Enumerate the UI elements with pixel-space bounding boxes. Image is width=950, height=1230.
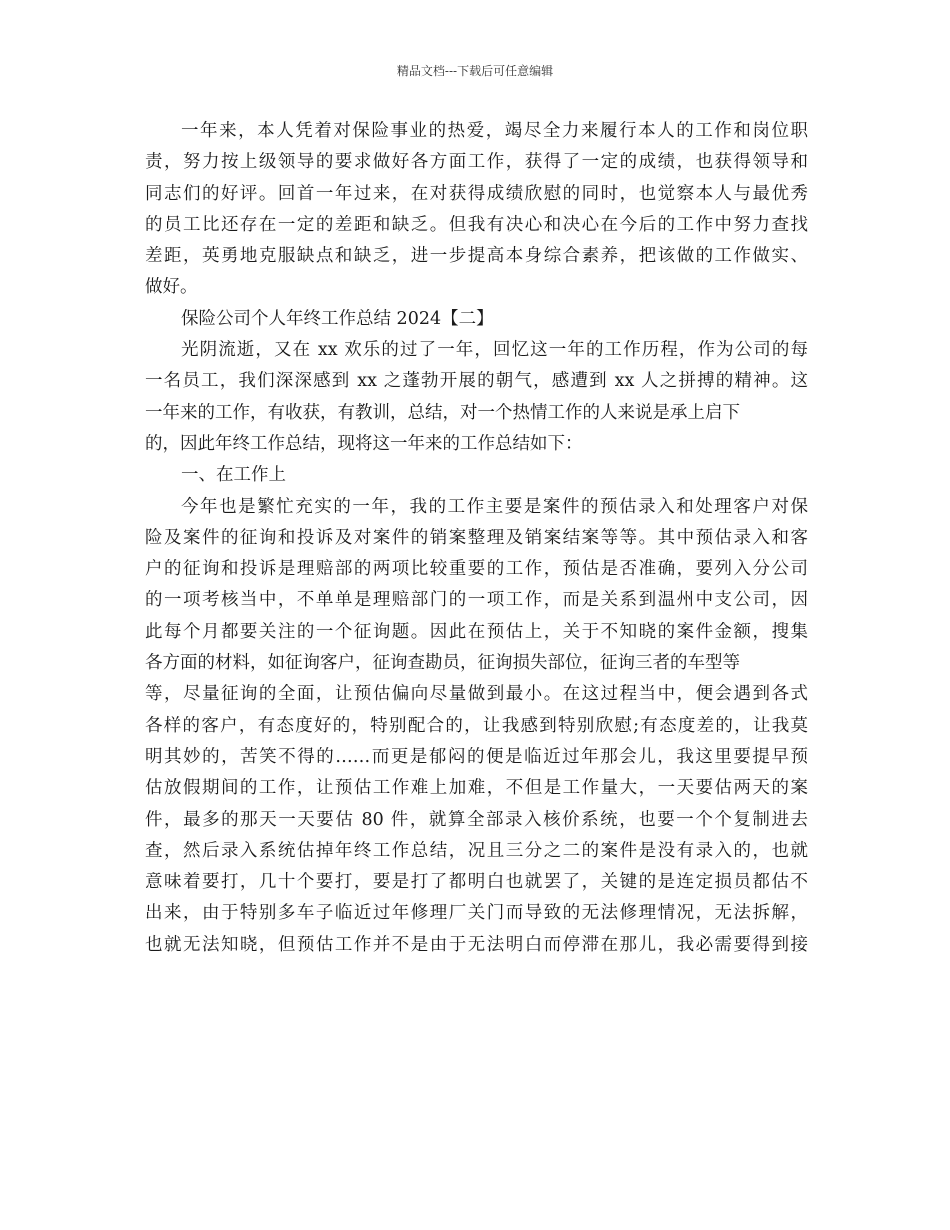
text-line: 各样的客户，有态度好的，特别配合的，让我感到特别欣慰;有态度差的，让我莫: [145, 715, 808, 736]
text-line: 一年来的工作，有收获，有教训，总结，对一个热情工作的人来说是承上启下: [145, 402, 740, 423]
text-line: 保险公司个人年终工作总结 2024【二】: [181, 308, 494, 329]
document-body: [145, 116, 808, 961]
text-line: 各方面的材料，如征询客户，征询查勘员，征询损失部位，征询三者的车型等: [145, 653, 740, 674]
text-line: 查，然后录入系统估掉年终工作总结，况且三分之二的案件是没有录入的，也就: [145, 840, 808, 861]
text-line: 出来，由于特别多车子临近过年修理厂关门而导致的无法修理情况，无法拆解，: [145, 903, 808, 924]
text-line: 此每个月都要关注的一个征询题。因此在预估上，关于不知晓的案件金额，搜集: [145, 621, 808, 642]
text-line: 的员工比还存在一定的差距和缺乏。但我有决心和决心在今后的工作中努力查找: [145, 214, 808, 235]
text-line: 一名员工，我们深深感到 xx 之蓬勃开展的朝气，感遭到 xx 人之拼搏的精神。这: [145, 371, 808, 392]
text-line: 的，因此年终工作总结，现将这一年来的工作总结如下：: [145, 433, 583, 454]
text-line: 一年来，本人凭着对保险事业的热爱，竭尽全力来履行本人的工作和岗位职: [181, 121, 808, 141]
text-line: 明其妙的，苦笑不得的……而更是郁闷的便是临近过年那会儿，我这里要提早预: [145, 746, 808, 767]
text-line: 等，尽量征询的全面，让预估偏向尽量做到最小。在这过程当中，便会遇到各式: [145, 684, 808, 705]
text-line: 责，努力按上级领导的要求做好各方面工作，获得了一定的成绩，也获得领导和: [145, 152, 808, 173]
text-line: 一、在工作上: [181, 465, 286, 486]
text-line: 差距，英勇地克服缺点和缺乏，进一步提高本身综合素养，把该做的工作做实、: [145, 246, 808, 267]
text-line: 同志们的好评。回首一年过来，在对获得成绩欣慰的同时，也觉察本人与最优秀: [145, 183, 808, 204]
text-line: 件，最多的那天一天要估 80 件，就算全部录入核价系统，也要一个个复制进去: [145, 809, 808, 830]
text-line: 做好。: [145, 277, 198, 298]
text-line: 光阴流逝，又在 xx 欢乐的过了一年，回忆这一年的工作历程，作为公司的每: [181, 340, 808, 361]
page-header-watermark: 精品文档---下载后可任意编辑: [396, 64, 554, 78]
text-line: 今年也是繁忙充实的一年，我的工作主要是案件的预估录入和处理客户对保: [181, 496, 808, 517]
text-line: 的一项考核当中，不单单是理赔部门的一项工作，而是关系到温州中支公司，因: [145, 590, 808, 611]
text-line: 险及案件的征询和投诉及对案件的销案整理及销案结案等等。其中预估录入和客: [145, 527, 808, 548]
text-line: 也就无法知晓，但预估工作并不是由于无法明白而停滞在那儿，我必需要得到接: [145, 934, 808, 955]
text-line: 户的征询和投诉是理赔部的两项比较重要的工作，预估是否准确，要列入分公司: [145, 559, 808, 580]
text-line: 意味着要打，几十个要打，要是打了都明白也就罢了，关键的是连定损员都估不: [145, 872, 808, 893]
text-line: 估放假期间的工作，让预估工作难上加难，不但是工作量大，一天要估两天的案: [145, 778, 808, 799]
